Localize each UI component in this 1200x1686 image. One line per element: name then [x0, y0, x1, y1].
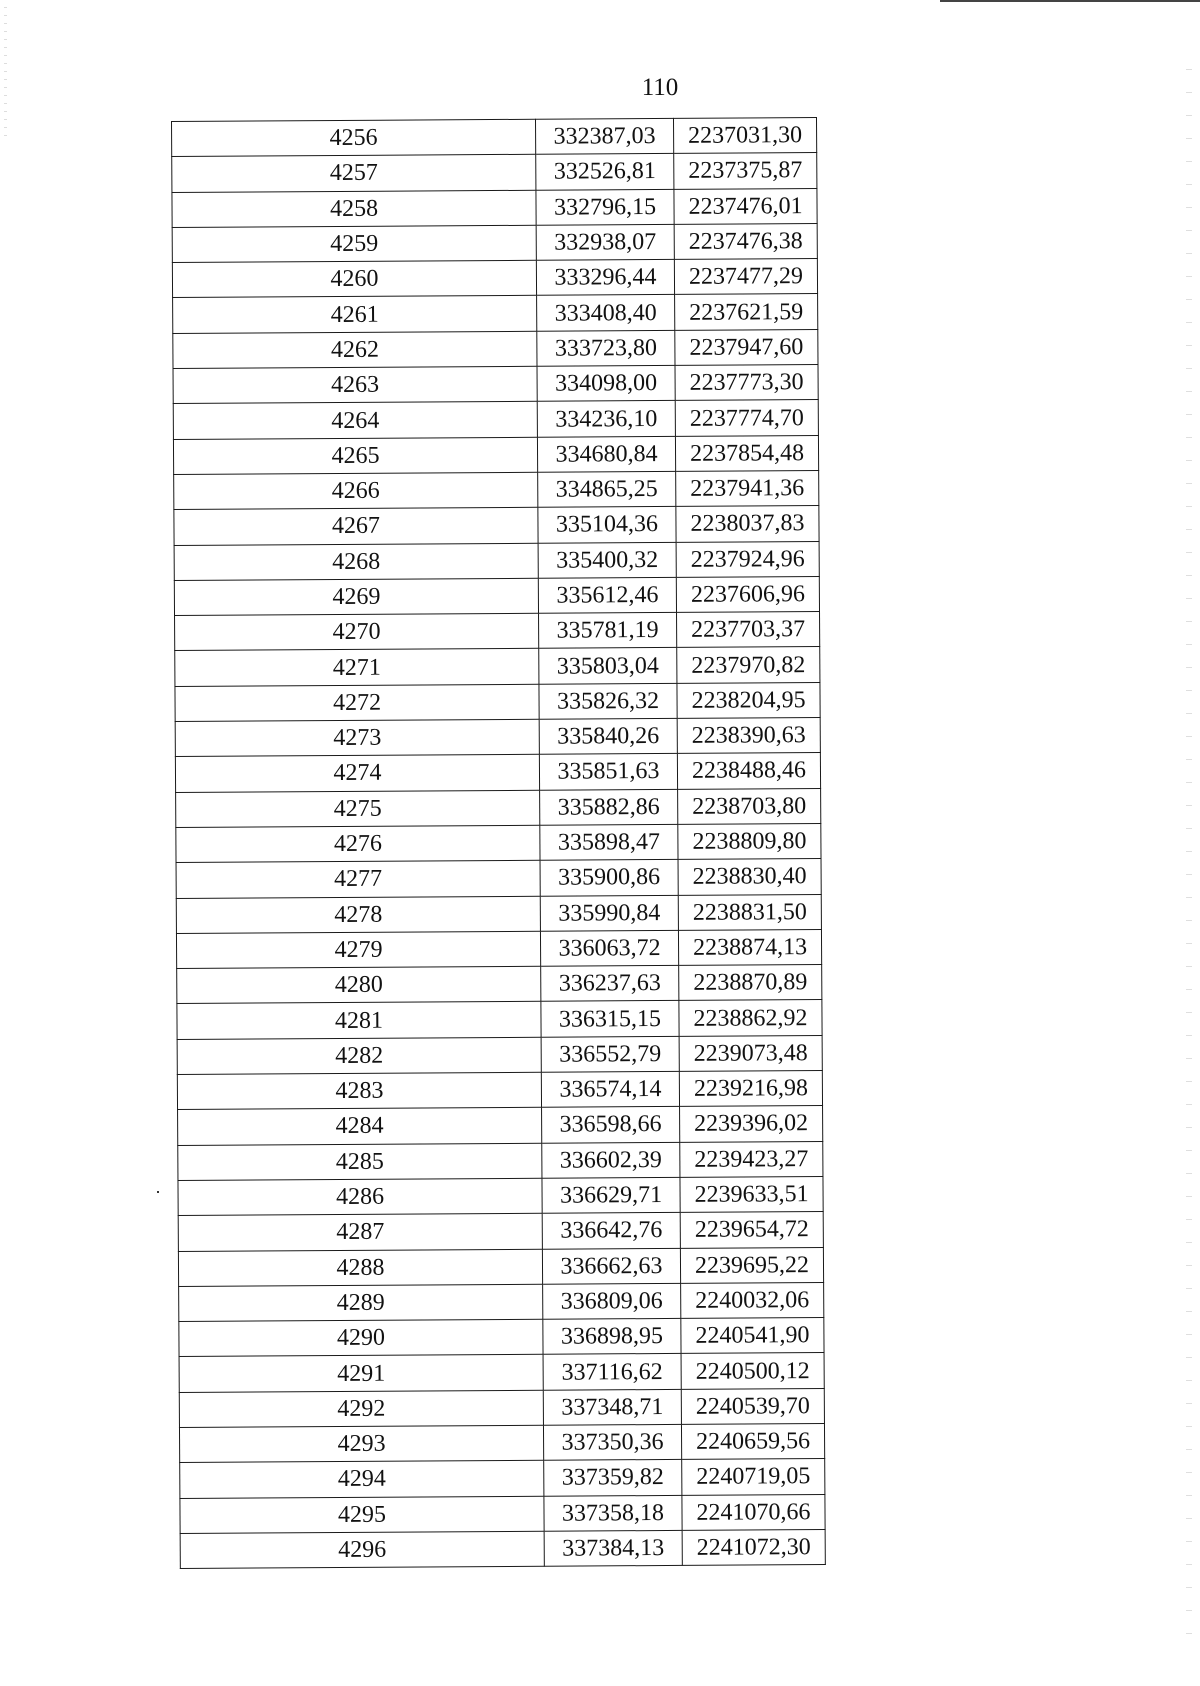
table-row [174, 506, 819, 545]
x-coordinate-cell: 332526,81 [536, 154, 674, 190]
y-coordinate-cell: 2240032,06 [681, 1282, 824, 1318]
x-coordinate-cell: 337350,36 [543, 1424, 681, 1460]
y-coordinate-cell: 2238874,13 [678, 929, 821, 965]
y-coordinate-cell: 2238870,89 [679, 965, 822, 1001]
y-coordinate-cell: 2239633,51 [680, 1176, 823, 1212]
x-coordinate-cell: 337384,13 [544, 1530, 682, 1566]
x-coordinate-cell: 335400,32 [538, 542, 676, 578]
y-coordinate-cell: 2237621,59 [675, 294, 818, 330]
point-number-cell: 4283 [177, 1072, 541, 1110]
scan-speck [157, 1191, 159, 1193]
y-coordinate-cell: 2237476,38 [674, 223, 817, 259]
y-coordinate-cell: 2237477,29 [674, 259, 817, 295]
table-row [179, 1353, 824, 1392]
x-coordinate-cell: 332796,15 [536, 189, 674, 225]
table-row [172, 118, 817, 157]
point-number-cell: 4257 [172, 155, 536, 193]
x-coordinate-cell: 332387,03 [535, 118, 673, 154]
y-coordinate-cell: 2238831,50 [678, 894, 821, 930]
point-number-cell: 4272 [175, 684, 539, 722]
y-coordinate-cell: 2239654,72 [680, 1212, 823, 1248]
point-number-cell: 4276 [176, 825, 540, 863]
y-coordinate-cell: 2239216,98 [679, 1071, 822, 1107]
table-row [178, 1176, 823, 1215]
table-row [173, 400, 818, 439]
point-number-cell: 4263 [173, 366, 537, 404]
x-coordinate-cell: 337116,62 [543, 1354, 681, 1390]
scan-edge-noise-left [4, 0, 7, 140]
point-number-cell: 4291 [179, 1355, 543, 1393]
x-coordinate-cell: 336809,06 [543, 1283, 681, 1319]
y-coordinate-cell: 2237703,37 [677, 612, 820, 648]
x-coordinate-cell: 336602,39 [542, 1142, 680, 1178]
table-row [179, 1318, 824, 1357]
x-coordinate-cell: 336063,72 [540, 930, 678, 966]
table-row [178, 1247, 823, 1286]
table-row [176, 788, 821, 827]
x-coordinate-cell: 333296,44 [536, 260, 674, 296]
y-coordinate-cell: 2237924,96 [676, 541, 819, 577]
x-coordinate-cell: 335898,47 [540, 824, 678, 860]
x-coordinate-cell: 336552,79 [541, 1036, 679, 1072]
y-coordinate-cell: 2238830,40 [678, 859, 821, 895]
x-coordinate-cell: 336629,71 [542, 1177, 680, 1213]
point-number-cell: 4296 [180, 1531, 544, 1569]
point-number-cell: 4259 [172, 225, 536, 263]
x-coordinate-cell: 334680,84 [537, 436, 675, 472]
y-coordinate-cell: 2239695,22 [680, 1247, 823, 1283]
point-number-cell: 4275 [176, 790, 540, 828]
point-number-cell: 4281 [177, 1002, 541, 1040]
point-number-cell: 4292 [179, 1390, 543, 1428]
table-row [173, 294, 818, 333]
table-row [175, 718, 820, 757]
y-coordinate-cell: 2237941,36 [676, 471, 819, 507]
table-row [179, 1388, 824, 1427]
y-coordinate-cell: 2238204,95 [677, 682, 820, 718]
y-coordinate-cell: 2240500,12 [681, 1353, 824, 1389]
table-row [174, 576, 819, 615]
table-row [175, 612, 820, 651]
y-coordinate-cell: 2237774,70 [675, 400, 818, 436]
x-coordinate-cell: 335851,63 [539, 754, 677, 790]
point-number-cell: 4282 [177, 1037, 541, 1075]
table-row [176, 894, 821, 933]
table-row [179, 1424, 824, 1463]
x-coordinate-cell: 335781,19 [539, 613, 677, 649]
table-row [175, 753, 820, 792]
y-coordinate-cell: 2237476,01 [674, 188, 817, 224]
table-row [178, 1212, 823, 1251]
x-coordinate-cell: 335826,32 [539, 683, 677, 719]
point-number-cell: 4287 [178, 1213, 542, 1251]
y-coordinate-cell: 2237970,82 [677, 647, 820, 683]
x-coordinate-cell: 336574,14 [541, 1071, 679, 1107]
page-number: 110 [641, 74, 679, 101]
y-coordinate-cell: 2238862,92 [679, 1000, 822, 1036]
y-coordinate-cell: 2238809,80 [678, 823, 821, 859]
x-coordinate-cell: 336315,15 [541, 1001, 679, 1037]
x-coordinate-cell: 335900,86 [540, 860, 678, 896]
y-coordinate-cell: 2238390,63 [677, 718, 820, 754]
table-row [177, 1035, 822, 1074]
table-row [176, 823, 821, 862]
y-coordinate-cell: 2240541,90 [681, 1318, 824, 1354]
y-coordinate-cell: 2241072,30 [682, 1529, 825, 1565]
table-row [174, 471, 819, 510]
x-coordinate-cell: 337359,82 [544, 1460, 682, 1496]
top-scan-rule [940, 0, 1200, 2]
point-number-cell: 4268 [174, 543, 538, 581]
y-coordinate-cell: 2237854,48 [675, 435, 818, 471]
point-number-cell: 4271 [175, 649, 539, 687]
x-coordinate-cell: 335803,04 [539, 648, 677, 684]
y-coordinate-cell: 2237773,30 [675, 365, 818, 401]
x-coordinate-cell: 335612,46 [538, 577, 676, 613]
table-row [173, 329, 818, 368]
point-number-cell: 4290 [179, 1319, 543, 1357]
point-number-cell: 4261 [173, 296, 537, 334]
point-number-cell: 4279 [176, 931, 540, 969]
point-number-cell: 4288 [178, 1249, 542, 1287]
point-number-cell: 4269 [174, 578, 538, 616]
point-number-cell: 4264 [173, 402, 537, 440]
y-coordinate-cell: 2237606,96 [676, 576, 819, 612]
table-row [180, 1529, 825, 1568]
table-row [177, 965, 822, 1004]
x-coordinate-cell: 337358,18 [544, 1495, 682, 1531]
y-coordinate-cell: 2238488,46 [677, 753, 820, 789]
x-coordinate-cell: 336662,63 [542, 1248, 680, 1284]
point-number-cell: 4267 [174, 508, 538, 546]
y-coordinate-cell: 2237031,30 [673, 118, 816, 154]
table-row [173, 435, 818, 474]
x-coordinate-cell: 336898,95 [543, 1319, 681, 1355]
table-row [175, 647, 820, 686]
x-coordinate-cell: 334098,00 [537, 366, 675, 402]
table-row [180, 1459, 825, 1498]
table-row [178, 1106, 823, 1145]
y-coordinate-cell: 2237375,87 [674, 153, 817, 189]
table-row [177, 1071, 822, 1110]
point-number-cell: 4273 [175, 719, 539, 757]
scan-edge-noise [1186, 60, 1192, 1640]
table-row [172, 188, 817, 227]
table-row [175, 682, 820, 721]
y-coordinate-cell: 2241070,66 [682, 1494, 825, 1530]
coordinates-table [171, 117, 826, 1569]
table-row [177, 1000, 822, 1039]
point-number-cell: 4274 [175, 755, 539, 793]
x-coordinate-cell: 336598,66 [542, 1107, 680, 1143]
point-number-cell: 4260 [172, 260, 536, 298]
table-row [172, 153, 817, 192]
table-row [172, 259, 817, 298]
point-number-cell: 4293 [179, 1425, 543, 1463]
x-coordinate-cell: 334236,10 [537, 401, 675, 437]
x-coordinate-cell: 335882,86 [540, 789, 678, 825]
point-number-cell: 4258 [172, 190, 536, 228]
x-coordinate-cell: 333723,80 [537, 330, 675, 366]
point-number-cell: 4266 [174, 472, 538, 510]
point-number-cell: 4278 [176, 896, 540, 934]
table-row [179, 1282, 824, 1321]
x-coordinate-cell: 336642,76 [542, 1213, 680, 1249]
x-coordinate-cell: 335104,36 [538, 507, 676, 543]
coordinates-table-body [172, 118, 826, 1569]
point-number-cell: 4265 [173, 437, 537, 475]
y-coordinate-cell: 2238703,80 [678, 788, 821, 824]
y-coordinate-cell: 2239073,48 [679, 1035, 822, 1071]
table-row [174, 541, 819, 580]
x-coordinate-cell: 337348,71 [543, 1389, 681, 1425]
point-number-cell: 4289 [179, 1284, 543, 1322]
table-row [180, 1494, 825, 1533]
point-number-cell: 4270 [175, 613, 539, 651]
x-coordinate-cell: 332938,07 [536, 224, 674, 260]
x-coordinate-cell: 336237,63 [541, 966, 679, 1002]
table-row [172, 223, 817, 262]
point-number-cell: 4294 [180, 1461, 544, 1499]
point-number-cell: 4286 [178, 1178, 542, 1216]
point-number-cell: 4277 [176, 860, 540, 898]
point-number-cell: 4262 [173, 331, 537, 369]
x-coordinate-cell: 333408,40 [537, 295, 675, 331]
y-coordinate-cell: 2240659,56 [681, 1424, 824, 1460]
point-number-cell: 4284 [178, 1108, 542, 1146]
y-coordinate-cell: 2239396,02 [680, 1106, 823, 1142]
y-coordinate-cell: 2239423,27 [680, 1141, 823, 1177]
table-row [176, 929, 821, 968]
table-row [178, 1141, 823, 1180]
y-coordinate-cell: 2238037,83 [676, 506, 819, 542]
point-number-cell: 4256 [172, 119, 536, 157]
point-number-cell: 4280 [177, 966, 541, 1004]
point-number-cell: 4295 [180, 1496, 544, 1534]
point-number-cell: 4285 [178, 1143, 542, 1181]
table-row [176, 859, 821, 898]
y-coordinate-cell: 2240719,05 [682, 1459, 825, 1495]
x-coordinate-cell: 335840,26 [539, 718, 677, 754]
table-row [173, 365, 818, 404]
x-coordinate-cell: 335990,84 [540, 895, 678, 931]
y-coordinate-cell: 2237947,60 [675, 329, 818, 365]
x-coordinate-cell: 334865,25 [538, 471, 676, 507]
y-coordinate-cell: 2240539,70 [681, 1388, 824, 1424]
